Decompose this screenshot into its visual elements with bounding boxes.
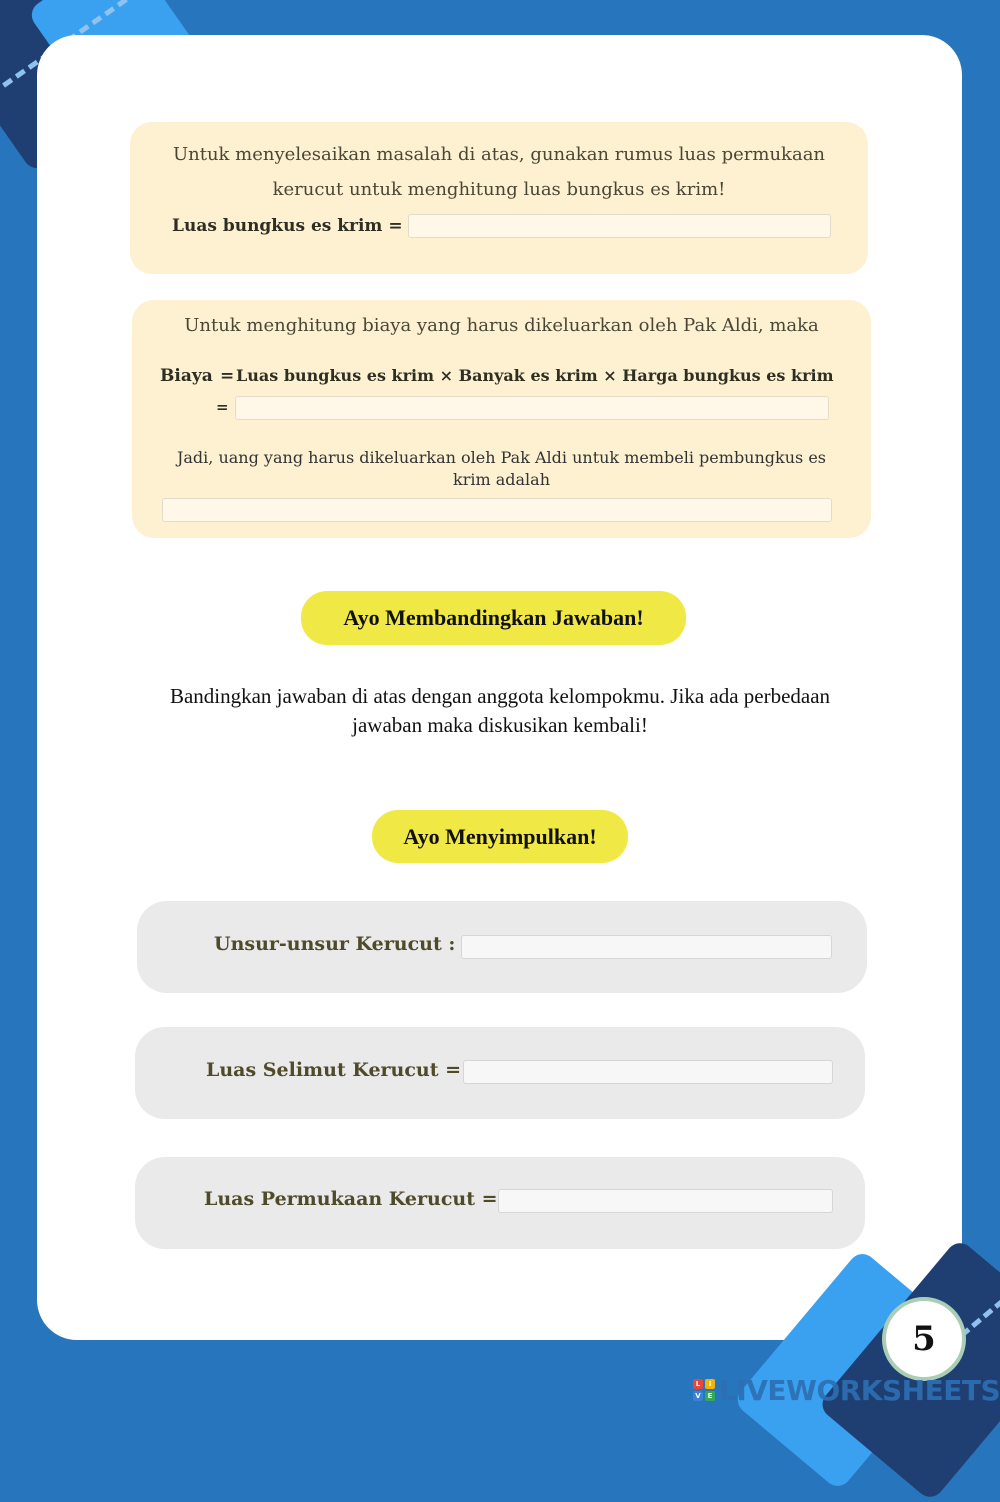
surface-area-answer-input[interactable] — [498, 1189, 833, 1213]
instruction-line-2: kerucut untuk menghitung luas bungkus es krim! — [272, 179, 726, 200]
formula-left: Biaya — [160, 366, 213, 386]
cost-card — [132, 300, 871, 538]
elements-card — [137, 901, 867, 993]
compare-text-line-2: jawaban maka diskusikan kembali! — [352, 713, 648, 737]
surface-area-card — [135, 1157, 865, 1249]
elements-answer-input[interactable] — [461, 935, 832, 959]
brand-logo-letter-i: I — [705, 1379, 715, 1389]
page-number: 5 — [882, 1297, 966, 1381]
conclusion-line-2: krim adalah — [453, 470, 550, 489]
compare-text — [120, 682, 880, 740]
cost-intro: Untuk menghitung biaya yang harus dikeluarkan oleh Pak Aldi, maka — [184, 315, 819, 336]
brand-logo-letter-v: V — [693, 1391, 703, 1401]
conclusion-line-1: Jadi, uang yang harus dikeluarkan oleh Pak Aldi untuk membeli pembungkus es — [176, 448, 827, 467]
brand-logo-icon — [693, 1379, 715, 1401]
brand-logo-letter-e: E — [705, 1391, 715, 1401]
lateral-area-card — [135, 1027, 865, 1119]
conclude-heading: Ayo Menyimpulkan! — [372, 810, 628, 863]
compare-heading: Ayo Membandingkan Jawaban! — [301, 591, 686, 645]
compare-text-line-1: Bandingkan jawaban di atas dengan anggota kelompokmu. Jika ada perbedaan — [169, 684, 831, 708]
lateral-area-label: Luas Selimut Kerucut = — [206, 1059, 462, 1081]
total-answer-input[interactable] — [162, 498, 832, 522]
brand-logo-letter-l: L — [693, 1379, 703, 1389]
formula-card-area — [130, 122, 868, 274]
formula-right: Luas bungkus es krim × Banyak es krim × Harga bungkus es krim — [236, 366, 834, 385]
instruction-line-1: Untuk menyelesaikan masalah di atas, gunakan rumus luas permukaan — [172, 144, 826, 165]
brand-watermark[interactable] — [693, 1373, 1000, 1407]
lateral-area-answer-input[interactable] — [463, 1060, 833, 1084]
equals-sign: = — [216, 398, 229, 416]
surface-area-label: Luas Permukaan Kerucut = — [204, 1188, 498, 1210]
brand-name: LIVEWORKSHEETS — [719, 1373, 1000, 1407]
area-answer-input[interactable] — [408, 214, 831, 238]
elements-label: Unsur-unsur Kerucut : — [214, 933, 456, 955]
cost-answer-input[interactable] — [235, 396, 829, 420]
area-label: Luas bungkus es krim = — [172, 216, 403, 236]
formula-equals: = — [220, 366, 235, 386]
